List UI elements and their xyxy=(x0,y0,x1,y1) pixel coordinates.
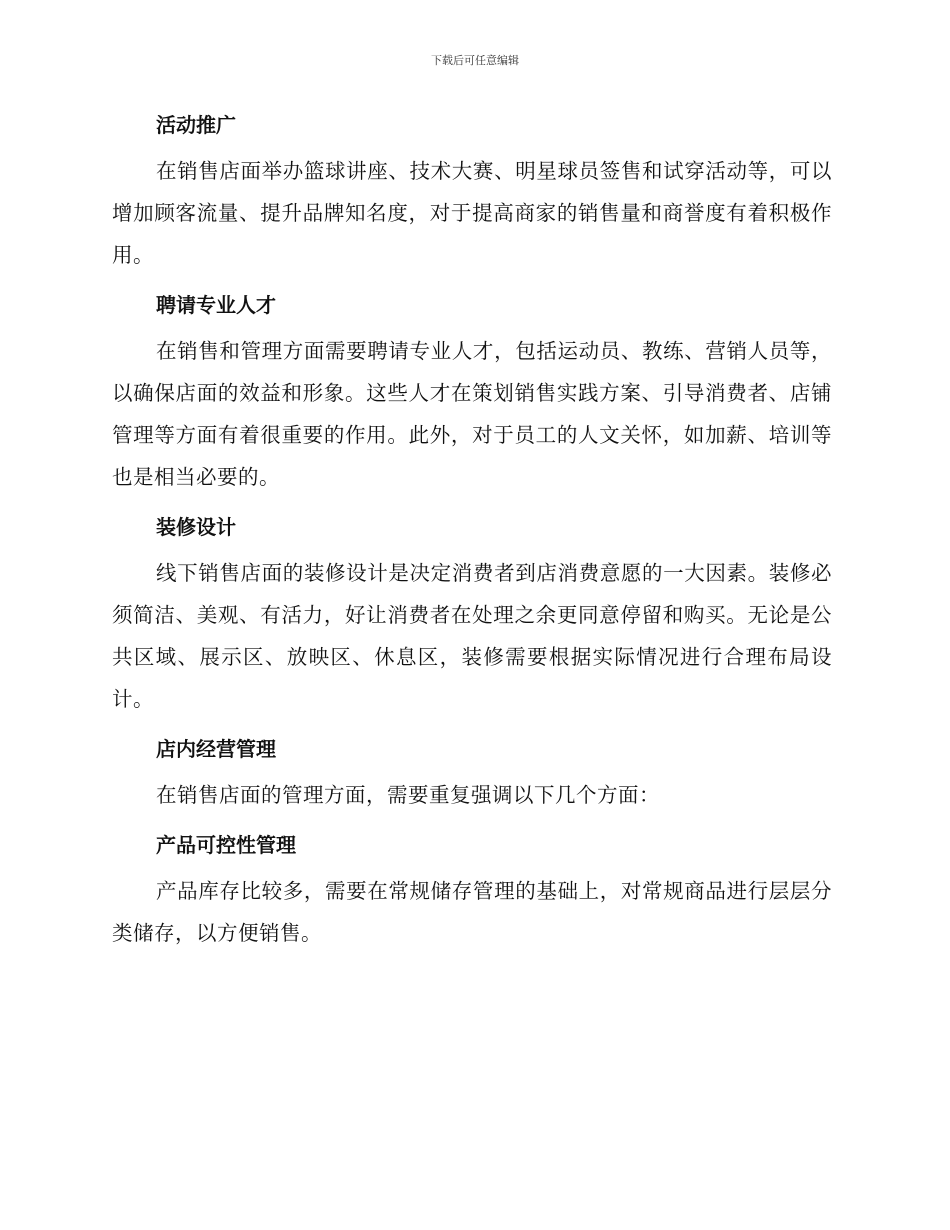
page-header: 下载后可任意编辑 xyxy=(431,54,519,67)
section-paragraph: 产品库存比较多，需要在常规储存管理的基础上，对常规商品进行层层分类储存，以方便销售。 xyxy=(112,879,832,945)
section-paragraph: 线下销售店面的装修设计是决定消费者到店消费意愿的一大因素。装修必须简洁、美观、有活力，好让消费者在处理之余更同意停留和购买。无论是公共区域、展示区、放映区、休息区，装修需要根据实际情况进行合理布局设计。 xyxy=(112,561,832,711)
section-heading: 活动推广 xyxy=(156,113,236,137)
section-heading: 产品可控性管理 xyxy=(156,833,296,857)
section-activity-promotion xyxy=(112,104,832,276)
section-decoration-design xyxy=(112,506,832,720)
section-heading: 店内经营管理 xyxy=(156,737,276,761)
document-body xyxy=(112,104,832,962)
section-paragraph: 在销售店面举办篮球讲座、技术大赛、明星球员签售和试穿活动等，可以增加顾客流量、提升品牌知名度，对于提高商家的销售量和商誉度有着积极作用。 xyxy=(112,159,832,267)
section-store-management xyxy=(112,728,832,816)
section-hire-professionals xyxy=(112,284,832,498)
section-heading: 聘请专业人才 xyxy=(156,293,276,317)
section-paragraph: 在销售和管理方面需要聘请专业人才，包括运动员、教练、营销人员等，以确保店面的效益和形象。这些人才在策划销售实践方案、引导消费者、店铺管理等方面有着很重要的作用。此外，对于员工的人文关怀，如加薪、培训等也是相当必要的。 xyxy=(112,339,832,489)
section-paragraph: 在销售店面的管理方面，需要重复强调以下几个方面： xyxy=(156,783,660,807)
section-product-control xyxy=(112,824,832,954)
section-heading: 装修设计 xyxy=(156,515,236,539)
